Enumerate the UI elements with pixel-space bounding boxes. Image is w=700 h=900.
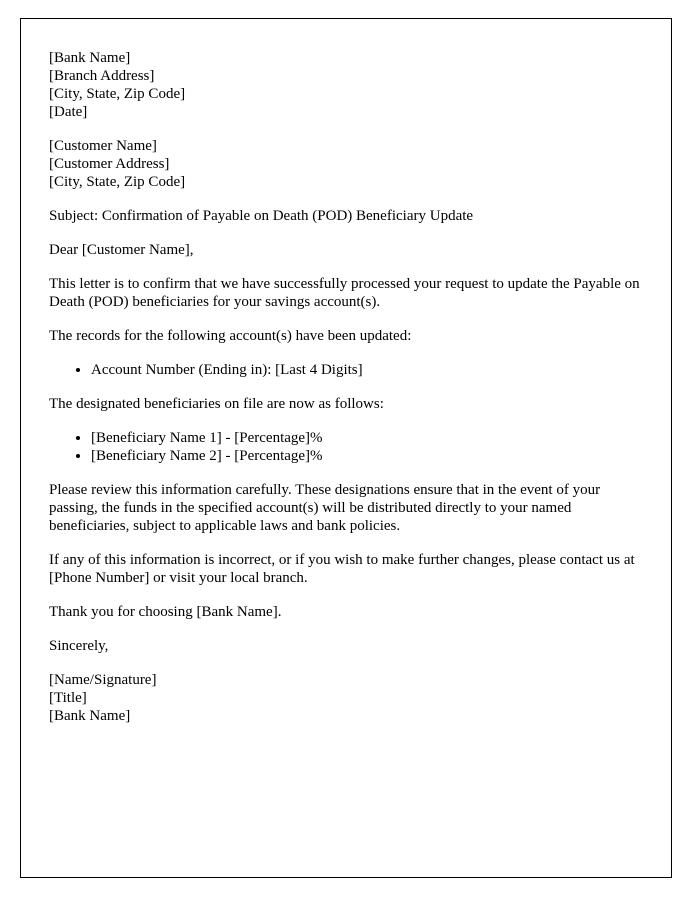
- date-line: [Date]: [49, 104, 88, 120]
- beneficiary-list: [49, 429, 645, 465]
- beneficiaries-intro-paragraph: The designated beneficiaries on file are now as follows:: [49, 396, 384, 412]
- recipient-address-block: [49, 137, 645, 191]
- beneficiary-list-item-2: • [Beneficiary Name 2] - [Percentage]%: [91, 447, 645, 465]
- records-intro-paragraph: The records for the following account(s) have been updated:: [49, 328, 412, 344]
- beneficiary-list-item-1: • [Beneficiary Name 1] - [Percentage]%: [91, 429, 645, 447]
- customer-city-state-zip-line: [City, State, Zip Code]: [49, 174, 186, 190]
- contact-notice-paragraph: If any of this information is incorrect, or if you wish to make further changes, please contact us at [Phone Number] or visit your local branch.: [49, 552, 635, 586]
- signature-block: [49, 671, 645, 725]
- bank-city-state-zip-line: [City, State, Zip Code]: [49, 86, 186, 102]
- salutation-line: Dear [Customer Name],: [49, 242, 194, 258]
- branch-address-line: [Branch Address]: [49, 68, 155, 84]
- letter-body: [49, 49, 645, 725]
- confirmation-paragraph: This letter is to confirm that we have successfully processed your request to update the Payable on Death (POD) beneficiaries for your savings account(s).: [49, 276, 640, 310]
- subject-line: Subject: Confirmation of Payable on Death (POD) Beneficiary Update: [49, 208, 474, 224]
- customer-address-line: [Customer Address]: [49, 156, 170, 172]
- sender-address-block: [49, 49, 645, 121]
- account-list-item: • Account Number (Ending in): [Last 4 Digits]: [91, 361, 645, 379]
- bank-name-line: [Bank Name]: [49, 50, 131, 66]
- account-list: [49, 361, 645, 379]
- customer-name-line: [Customer Name]: [49, 138, 157, 154]
- closing-line: Sincerely,: [49, 638, 109, 654]
- signature-bank-line: [Bank Name]: [49, 708, 131, 724]
- review-notice-paragraph: Please review this information carefully. These designations ensure that in the event of your passing, the funds in the specified account(s) will be distributed directly to your named beneficiaries, subject to applicable laws and bank policies.: [49, 482, 601, 534]
- signature-name-line: [Name/Signature]: [49, 672, 157, 688]
- thanks-paragraph: Thank you for choosing [Bank Name].: [49, 604, 282, 620]
- letter-page: [20, 18, 672, 878]
- signature-title-line: [Title]: [49, 690, 87, 706]
